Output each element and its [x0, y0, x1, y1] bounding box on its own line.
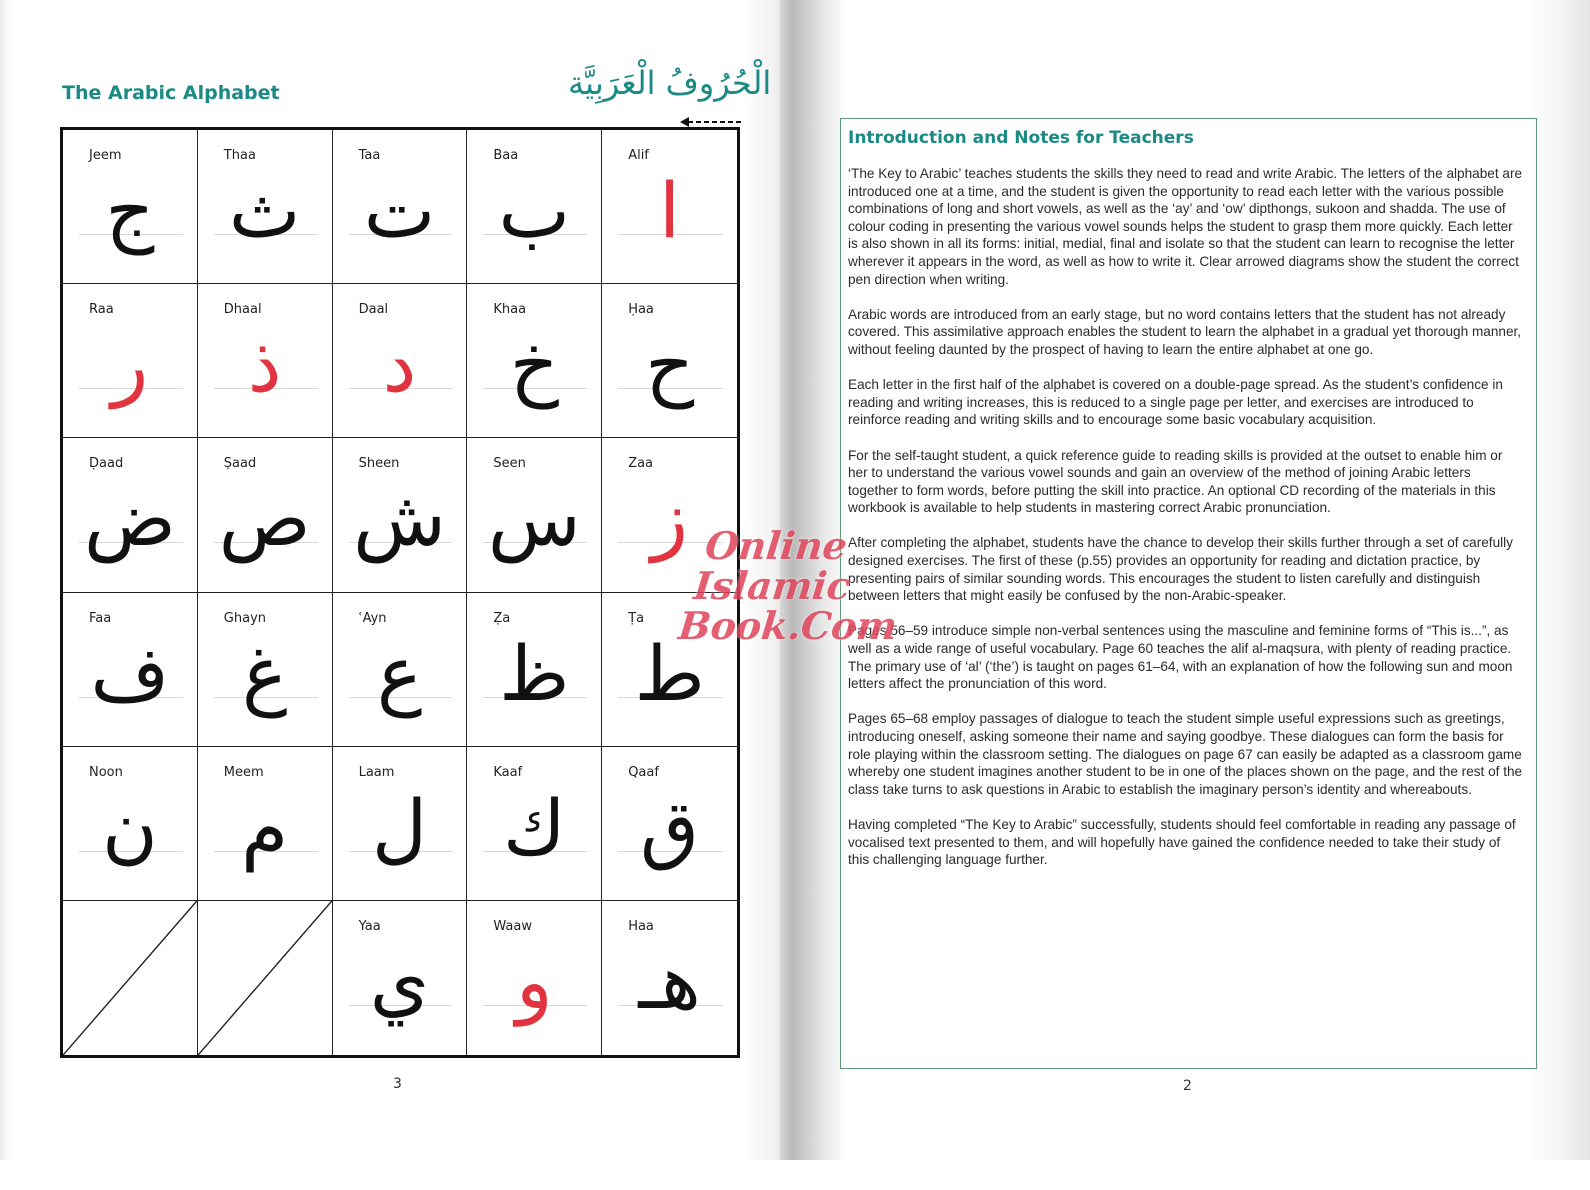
letter-name: Ṣaad [223, 456, 257, 472]
letter-cell [333, 747, 468, 901]
letter-name: Faa [89, 610, 112, 626]
page-number-right: 2 [1183, 1078, 1192, 1094]
intro-paragraphs [848, 165, 1524, 886]
intro-paragraph: Pages 56–59 introduce simple non-verbal sentences using the masculine and feminine forms of “This is...”, as well as a wide range of useful vocabulary. Page 60 teaches the alif al-maqsura, with plenty of reading practice. The primary use of ‘al’ (‘the’) is taught on pages 61–64, with an explanation of how the following sun and moon letters affect the pronunciation of this word. [848, 623, 1513, 692]
bottom-margin [0, 1160, 1590, 1190]
arabic-letter: ش [353, 474, 446, 564]
arabic-letter: ز [651, 474, 688, 564]
arabic-letter: خ [509, 320, 559, 410]
intro-paragraph: Pages 65–68 employ passages of dialogue to teach the student simple useful expressions such as greetings, introducing oneself, asking someone their name and saying goodbye. These dialogues can form the basis for role playing within the classroom setting. The dialogues on page 67 can easily be adapted as a classroom game whereby one student imagines another student to be in one of the places shown on the page, and the rest of the class take turns to ask questions in Arabic to establish the imaginary person’s identity and whereabouts. [848, 711, 1523, 797]
arabic-letter: ظ [499, 628, 570, 718]
letter-name: Yaa [358, 918, 381, 934]
letter-name: Noon [89, 764, 123, 780]
letter-cell [467, 593, 602, 747]
letter-name: Waaw [493, 918, 532, 934]
letter-cell [63, 130, 198, 284]
arabic-letter: ع [376, 628, 423, 718]
intro-paragraph: Each letter in the first half of the alphabet is covered on a double-page spread. As the student’s confidence in reading and writing increases, this is reduced to a single page per letter, and exercises are introduced to reinforce reading and writing skills and to encourage some basic vocabulary acquisition. [848, 377, 1503, 428]
arabic-letter: ف [90, 628, 170, 718]
letter-cell [63, 593, 198, 747]
arabic-letter: ح [645, 320, 695, 410]
letter-name: Taa [358, 148, 381, 163]
letter-name: Laam [358, 764, 395, 780]
arabic-letter: ت [363, 166, 436, 255]
letter-cell [63, 284, 198, 438]
letter-name: Daal [358, 302, 389, 318]
letter-cell [333, 901, 468, 1055]
letter-name: Haa [628, 918, 654, 934]
letter-name: Meem [223, 764, 264, 780]
arabic-letter: و [515, 936, 553, 1026]
letter-name: Seen [493, 456, 526, 472]
arabic-letter: ذ [247, 320, 282, 410]
arabic-letter: ث [228, 166, 301, 255]
letter-name: Dhaal [223, 302, 262, 318]
intro-heading: Introduction and Notes for Teachers [848, 128, 1194, 148]
intro-box [840, 118, 1537, 1069]
letter-cell [198, 747, 333, 901]
arabic-letter: س [487, 474, 581, 564]
intro-paragraph: ‘The Key to Arabic’ teaches students the skills they need to read and write Arabic. The letters of the alphabet are introduced one at a time, and the student is given the opportunity to read each letter with the various possible combinations of long and short vowels, as well as the ‘ay’ and ‘ow’ dipthongs, sukoon and shadda. The use of colour coding in presenting the various vowel sounds helps the student to grasp them more quickly. Each letter is also shown in all its forms: initial, medial, final and isolate so that the student can learn to recognise the letter wherever it appears in the word, as well as how to write it. Clear arrowed diagrams show the student the correct pen direction when writing. [848, 166, 1523, 287]
watermark-line-1: Online Islamic [691, 523, 853, 608]
letter-name: Sheen [358, 456, 400, 472]
page-title: The Arabic Alphabet [62, 82, 280, 104]
blank-cell [198, 901, 333, 1055]
diagonal-line-icon [63, 901, 197, 1055]
letter-cell [333, 284, 468, 438]
letter-name: Jeem [89, 148, 122, 163]
letter-cell [198, 284, 333, 438]
arabic-letter: ق [640, 782, 700, 872]
letter-name: Zaa [628, 456, 654, 472]
letter-cell [467, 901, 602, 1055]
arabic-letter: م [241, 782, 289, 872]
letter-cell [198, 130, 333, 284]
letter-cell [602, 130, 737, 284]
letter-cell [63, 747, 198, 901]
letter-cell [467, 438, 602, 592]
intro-paragraph: After completing the alphabet, students have the chance to develop their skills further through a set of carefully designed exercises. The first of these (p.55) provides an opportunity for reading and dictation practice, by presenting pairs of similar sounding words. This encourages the student to listen carefully and distinguish between letters that might easily be confused by the non-Arabic-speaker. [848, 535, 1513, 604]
letter-cell [333, 593, 468, 747]
letter-cell [333, 130, 468, 284]
letter-cell [198, 593, 333, 747]
page-number-left: 3 [393, 1076, 402, 1092]
letter-name: Ḥaa [628, 302, 654, 318]
arabic-letter: ا [659, 166, 681, 255]
arabic-letter: ن [101, 782, 158, 872]
intro-paragraph: For the self-taught student, a quick reference guide to reading skills is provided at the outset to enable him or her to understand the various vowel sounds and gain an overview of the method of joining Arabic letters together to form words, before putting the skill into practice. An optional CD recording of the materials in this workbook is available to help students in mastering correct Arabic pronunciation. [848, 447, 1503, 516]
intro-paragraph: Arabic words are introduced from an early stage, but no word contains letters that the student has not already covered. This assimilative approach enables the student to learn the alphabet in a gradual yet thorough manner, without feeling daunted by the prospect of having to learn the entire alphabet at one go. [848, 306, 1522, 357]
arabic-letter: هـ [638, 936, 701, 1026]
letter-name: Baa [493, 148, 519, 163]
letter-name: Kaaf [493, 764, 523, 780]
arabic-letter: ض [83, 474, 176, 564]
letter-name: Ḍaad [89, 456, 124, 472]
letter-cell [602, 901, 737, 1055]
letter-name: Ghayn [223, 610, 267, 626]
arabic-letter: ك [502, 782, 566, 872]
letter-name: Thaa [223, 148, 256, 163]
arabic-letter: ر [111, 320, 149, 410]
letter-name: Alif [628, 148, 649, 163]
letter-name: Ẓa [493, 610, 511, 626]
arabic-letter: ب [498, 166, 571, 255]
letter-cell [602, 747, 737, 901]
watermark [616, 523, 929, 648]
letter-name: Khaa [493, 302, 527, 318]
letter-name: Qaaf [628, 764, 659, 780]
letter-name: Ṭa [628, 610, 645, 626]
arabic-letter: ط [634, 628, 705, 718]
letter-cell [602, 284, 737, 438]
letter-cell [198, 438, 333, 592]
blank-cell [63, 901, 198, 1055]
arabic-title: الْحُرُوفُ الْعَرَبِيَّة [568, 64, 772, 102]
arabic-letter: ل [371, 782, 428, 872]
letter-cell [63, 438, 198, 592]
letter-cell [333, 438, 468, 592]
letter-name: ʿAyn [358, 610, 387, 626]
arabic-letter: ي [369, 936, 430, 1026]
intro-paragraph: Having completed “The Key to Arabic” successfully, students should feel comfortable in reading any passage of vocalised text presented to them, and will hopefully have gained the confidence needed to take their study of this challenging language further. [848, 816, 1516, 868]
letter-cell [467, 284, 602, 438]
letter-name: Raa [89, 302, 114, 318]
diagonal-line-icon [198, 901, 332, 1055]
letter-cell [467, 130, 602, 284]
letter-cell [467, 747, 602, 901]
watermark-line-2: Book.Com [676, 603, 900, 648]
arabic-letter: د [382, 320, 417, 410]
arabic-letter: غ [242, 628, 288, 718]
arabic-letter: ج [105, 166, 155, 255]
arabic-letter: ص [218, 474, 311, 564]
